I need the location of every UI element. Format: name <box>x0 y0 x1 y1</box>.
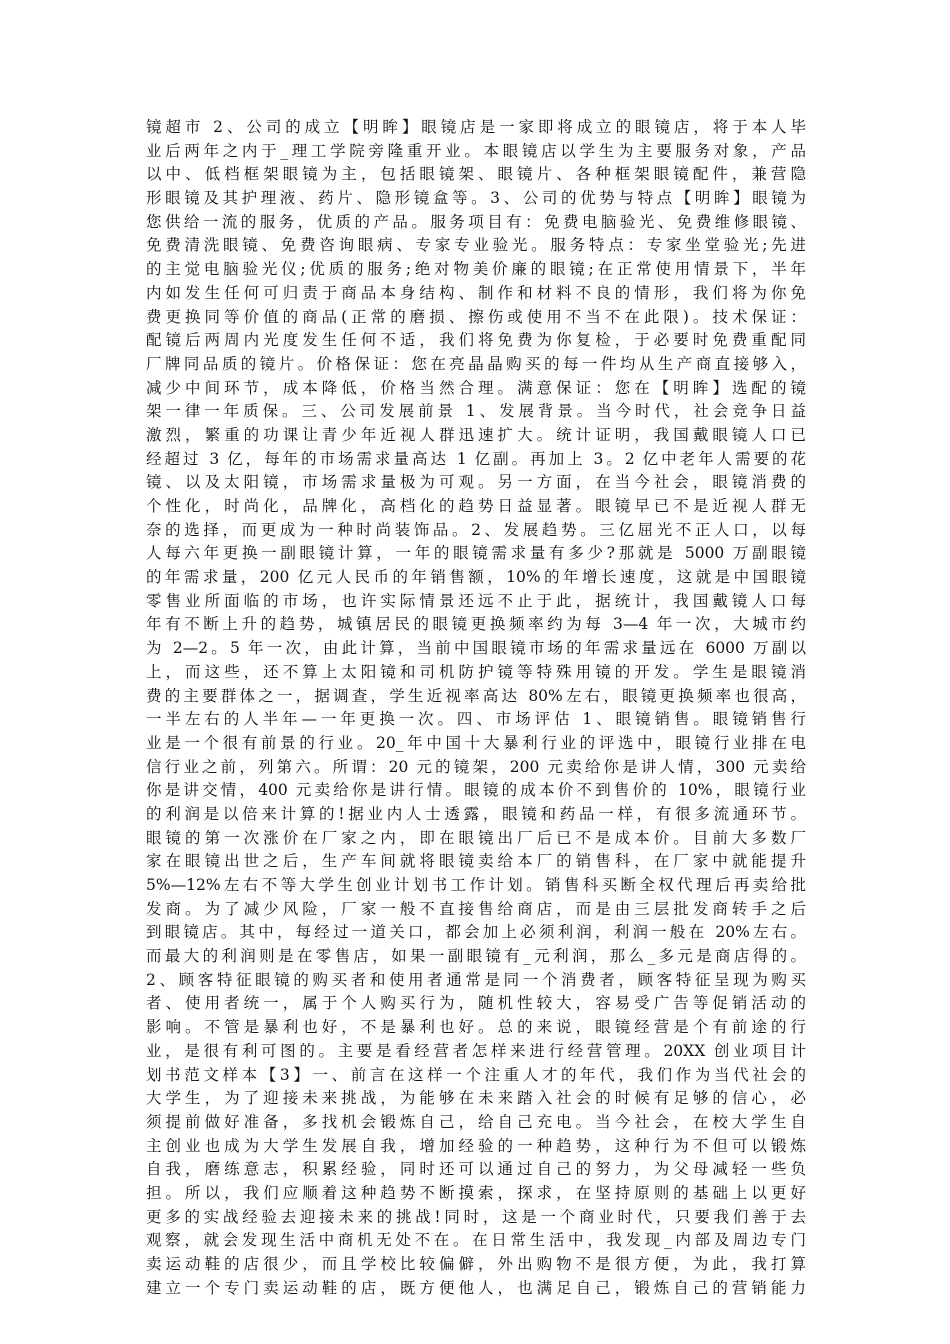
paragraph-line: 厂牌同品质的镜片。价格保证：您在亮晶晶购买的每一件均从生产商直接够入， <box>146 354 806 373</box>
paragraph-line: 经超过 3 亿，每年的市场需求量高达 1 亿副。再加上 3。2 亿中老年人需要的花 <box>146 449 806 468</box>
paragraph-line: 5%—12%左右不等大学生创业计划书工作计划。销售科买断全权代理后再卖给批 <box>146 876 806 894</box>
paragraph-line: 奈的选择，而更成为一种时尚装饰品。2、发展趋势。三亿屈光不正人口，以每 <box>146 520 806 539</box>
paragraph-line: 的年需求量，200 亿元人民币的年销售额，10%的年增长速度，这就是中国眼镜 <box>146 568 806 587</box>
paragraph-line: 年有不断上升的趋势，城镇居民的眼镜更换频率约为每 3—4 年一次，大城市约 <box>146 615 806 634</box>
paragraph-line: 观察，就会发现生活中商机无处不在。在日常生活中，我发现_内部及周边专门 <box>146 1231 806 1250</box>
paragraph-line: 免费清洗眼镜、免费咨询眼病、专家专业验光。服务特点：专家坐堂验光;先进 <box>146 236 806 255</box>
paragraph-line: 家在眼镜出世之后，生产车间就将眼镜卖给本厂的销售科，在厂家中就能提升 <box>146 852 806 871</box>
paragraph-line: 镜超市 2、公司的成立【明眸】眼镜店是一家即将成立的眼镜店，将于本人毕 <box>146 118 806 136</box>
paragraph-line: 影响。不管是暴利也好，不是暴利也好。总的来说，眼镜经营是个有前途的行 <box>146 1018 806 1037</box>
paragraph-line: 内如发生任何可归责于商品本身结构、制作和材料不良的情形，我们将为你免 <box>146 283 806 302</box>
paragraph-line: 业是一个很有前景的行业。20_年中国十大暴利行业的评选中，眼镜行业排在电 <box>146 733 806 752</box>
paragraph-line: 上，而这些，还不算上太阳镜和司机防护镜等特殊用镜的开发。学生是眼镜消 <box>146 662 806 681</box>
paragraph-line: 人每六年更换一副眼镜计算，一年的眼镜需求量有多少?那就是 5000 万副眼镜 <box>146 544 806 563</box>
paragraph-line: 而最大的利润则是在零售店，如果一副眼镜有_元利润，那么_多元是商店得的。 <box>146 947 806 966</box>
paragraph-line: 业后两年之内于_理工学院旁隆重开业。本眼镜店以学生为主要服务对象，产品 <box>146 141 806 160</box>
paragraph-line: 大学生，为了迎接未来挑战，为能够在未来踏入社会的时候有足够的信心，必 <box>146 1089 806 1108</box>
paragraph-line: 信行业之前，列第六。所谓：20 元的镜架，200 元卖给你是讲人情，300 元卖给 <box>146 757 806 776</box>
paragraph-line: 担。所以，我们应顺着这种趋势不断摸索，探求，在坚持原则的基础上以更好 <box>146 1183 806 1202</box>
paragraph-line: 主创业也成为大学生发展自我，增加经验的一种趋势，这种行为不但可以锻炼 <box>146 1136 806 1155</box>
paragraph-line: 配镜后两周内光度发生任何不适，我们将免费为你复检，于必要时免费重配同 <box>146 331 806 350</box>
paragraph-line: 费的主要群体之一，据调查，学生近视率高达 80%左右，眼镜更换频率也很高， <box>146 686 806 705</box>
paragraph-line: 的利润是以倍来计算的!据业内人士透露，眼镜和药品一样，有很多流通环节。 <box>146 804 806 823</box>
paragraph-line: 更多的实战经验去迎接未来的挑战!同时，这是一个商业时代，只要我们善于去 <box>146 1207 806 1226</box>
paragraph-line: 建立一个专门卖运动鞋的店，既方便他人，也满足自己，锻炼自己的营销能力 <box>146 1278 806 1297</box>
paragraph-line: 一半左右的人半年—一年更换一次。四、市场评估 1、眼镜销售。眼镜销售行 <box>146 710 806 729</box>
paragraph-line: 发商。为了减少风险，厂家一般不直接售给商店，而是由三层批发商转手之后 <box>146 899 806 918</box>
paragraph-line: 自我，磨练意志，积累经验，同时还可以通过自己的努力，为父母减轻一些负 <box>146 1160 806 1179</box>
paragraph-line: 架一律一年质保。三、公司发展前景 1、发展背景。当今时代，社会竞争日益 <box>146 402 806 421</box>
paragraph-line: 2、顾客特征眼镜的购买者和使用者通常是同一个消费者，顾客特征呈现为购买 <box>146 970 806 989</box>
document-body <box>146 116 806 1300</box>
paragraph-line: 须提前做好准备，多找机会锻炼自己，给自己充电。当今社会，在校大学生自 <box>146 1112 806 1131</box>
paragraph-line: 眼镜的第一次涨价在厂家之内，即在眼镜出厂后已不是成本价。目前大多数厂 <box>146 828 806 847</box>
paragraph-line: 卖运动鞋的店很少，而且学校比较偏僻，外出购物不是很方便，为此，我打算 <box>146 1255 806 1273</box>
paragraph-line: 的主觉电脑验光仪;优质的服务;绝对物美价廉的眼镜;在正常使用情景下，半年 <box>146 260 806 279</box>
paragraph-line: 为 2—2。5 年一次，由此计算，当前中国眼镜市场的年需求量远在 6000 万副以 <box>146 639 806 658</box>
paragraph-line: 减少中间环节，成本降低，价格当然合理。满意保证：您在【明眸】选配的镜 <box>146 378 806 397</box>
paragraph-line: 业，是很有利可图的。主要是看经营者怎样来进行经营管理。20XX 创业项目计 <box>146 1041 806 1060</box>
paragraph-line: 到眼镜店。其中，每经过一道关口，都会加上必须利润，利润一般在 20%左右。 <box>146 923 806 942</box>
paragraph-line: 镜、以及太阳镜，市场需求量极为可观。另一方面，在当今社会，眼镜消费的 <box>146 473 806 492</box>
paragraph-line: 激烈，繁重的功课让青少年近视人群迅速扩大。统计证明，我国戴眼镜人口已 <box>146 425 806 444</box>
paragraph-line: 费更换同等价值的商品(正常的磨损、擦伤或使用不当不在此限)。技术保证： <box>146 307 806 326</box>
paragraph-line: 您供给一流的服务，优质的产品。服务项目有：免费电脑验光、免费维修眼镜、 <box>146 212 806 231</box>
paragraph-line: 者、使用者统一，属于个人购买行为，随机性较大，容易受广告等促销活动的 <box>146 994 806 1013</box>
paragraph-line: 形眼镜及其护理液、药片、隐形镜盒等。3、公司的优势与特点【明眸】眼镜为 <box>146 189 806 208</box>
paragraph-line: 以中、低档框架眼镜为主，包括眼镜架、眼镜片、各种框架眼镜配件，兼营隐 <box>146 165 806 184</box>
paragraph-line: 零售业所面临的市场，也许实际情景还远不止于此，据统计，我国戴镜人口每 <box>146 591 806 610</box>
paragraph-line: 个性化，时尚化，品牌化，高档化的趋势日益显著。眼镜早已不是近视人群无 <box>146 497 806 515</box>
paragraph-line: 你是讲交情，400 元卖给你是讲行情。眼镜的成本价不到售价的 10%，眼镜行业 <box>146 781 806 800</box>
paragraph-line: 划书范文样本【3】一、前言在这样一个注重人才的年代，我们作为当代社会的 <box>146 1065 806 1084</box>
